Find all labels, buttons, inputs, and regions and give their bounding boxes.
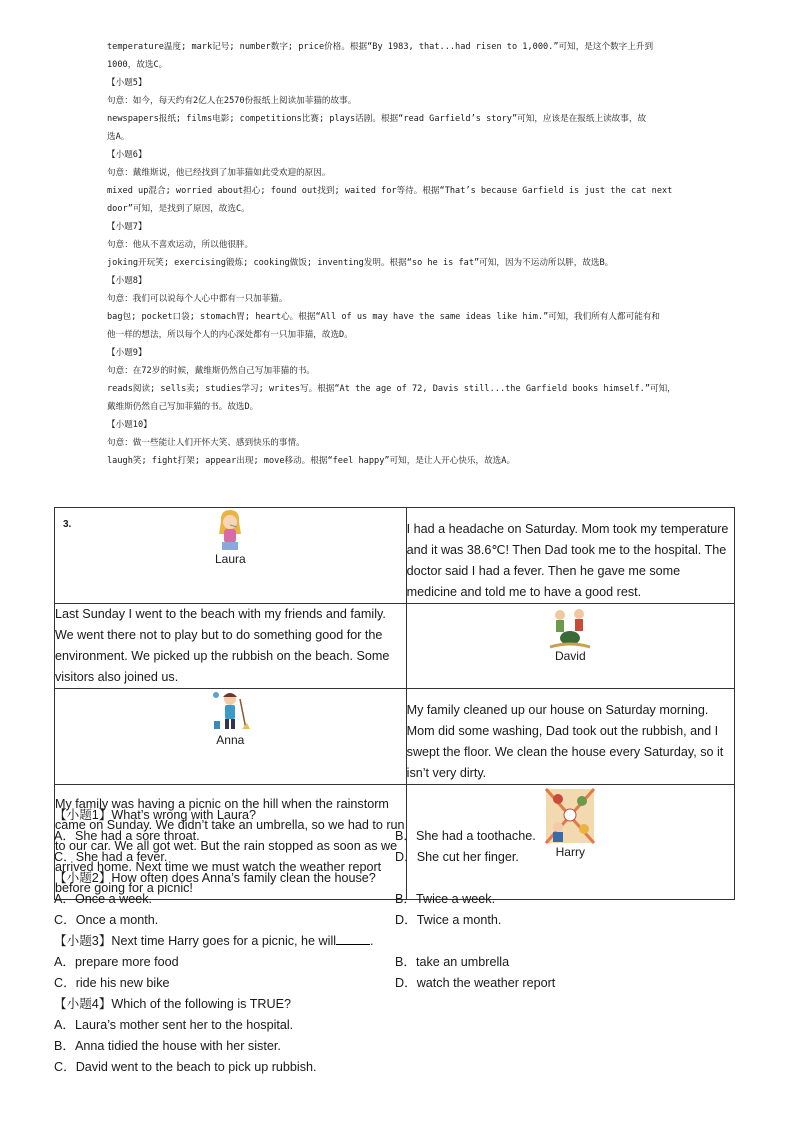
option-b[interactable]: B．take an umbrella [395,955,510,969]
option-a[interactable]: A．She had a sore throat. [54,829,200,843]
girl-sweeping-icon [210,689,250,733]
explanation-line: joking开玩笑; exercising锻炼; cooking做饭; inventing发明。根据“so he is fat”可知，因为不运动所以胖，故选B。 [107,258,614,268]
explanation-line: 【小题8】 [107,276,147,286]
question-stem: 【小题4】Which of the following is TRUE? [54,997,292,1011]
laura-text: I had a headache on Saturday. Mom took my temperature and it was 38.6℃! Then Dad took me to the hospital. The doctor said I had a fever. Then he gave me some medicine and told me to have a good rest. [406,508,734,604]
explanation-section [107,38,722,470]
option-row [54,847,744,868]
explanation-line: 【小题6】 [107,150,147,160]
explanation-line: mixed up混合; worried about担心; found out找到; waited for等待。根据“That’s because Garfield is just the cat next [107,186,673,196]
laura-name: Laura [214,552,246,566]
explanation-line: 句意：戴维斯说，他已经找到了加菲猫如此受欢迎的原因。 [107,168,331,178]
explanation-line: 【小题9】 [107,348,147,358]
anna-name: Anna [216,733,245,747]
option-row [54,910,744,931]
explanation-line: 戴维斯仍然自己写加菲猫的书。故选D。 [107,402,259,412]
option-a[interactable]: A．prepare more food [54,955,179,969]
explanation-line: 句意：他从不喜欢运动，所以他很胖。 [107,240,254,250]
explanation-line: 句意：我们可以说每个人心中都有一只加菲猫。 [107,294,288,304]
option-row [54,973,744,994]
question-stem: 【小题2】How often does Anna’s family clean the house? [54,871,376,885]
explanation-line: newspapers报纸; films电影; competitions比赛; plays话剧。根据“read Garfield’s story”可知，应该是在报纸上读故事，故 [107,114,647,124]
questions-section [54,805,744,1078]
option-c[interactable]: C．She had a fever. [54,850,168,864]
girl-sick-icon [213,508,247,552]
david-name: David [554,649,586,663]
option-d[interactable]: D．watch the weather report [395,976,556,990]
explanation-line: 1000，故选C。 [107,60,168,70]
david-cell [406,604,734,689]
answer-blank [336,932,370,945]
explanation-line: 【小题5】 [107,78,147,88]
explanation-line: 句意：如今，每天约有2亿人在2570份报纸上阅读加菲猫的故事。 [107,96,357,106]
explanation-line: bag包; pocket口袋; stomach胃; heart心。根据“All of us may have the same ideas like him.”可知，我们所有人都可能有和 [107,312,660,322]
explanation-line: laugh笑; fight打架; appear出现; move移动。根据“feel happy”可知，是让人开心快乐，故选A。 [107,456,516,466]
option-a[interactable]: A．Once a week. [54,892,152,906]
explanation-line: 他一样的想法，所以每个人的内心深处都有一只加菲猫，故选D。 [107,330,353,340]
explanation-line: 句意：在72岁的时候，戴维斯仍然自己写加菲猫的书。 [107,366,316,376]
question-stem: 【小题3】Next time Harry goes for a picnic, he will . [54,934,374,948]
anna-cell [55,689,407,785]
option-row [54,952,744,973]
option-b[interactable]: B．She had a toothache. [395,829,536,843]
explanation-line: temperature温度; mark记号; number数字; price价格。根据“By 1983, that...had risen to 1,000.”可知，是这个数字上升到 [107,42,654,52]
explanation-line: 【小题10】 [107,420,152,430]
passage-number: 3. [63,519,72,530]
anna-text: My family cleaned up our house on Saturday morning. Mom did some washing, Dad took out the rubbish, and I swept the floor. We clean the house every Saturday, so it isn’t very dirty. [406,689,734,785]
option-b[interactable]: B．Twice a week. [395,892,496,906]
beach-cleanup-icon [548,605,592,649]
option-c[interactable]: C．Once a month. [54,913,159,927]
harry-name: Harry [555,845,585,859]
option-d[interactable]: D．She cut her finger. [395,850,519,864]
option-row [54,889,744,910]
david-text: Last Sunday I went to the beach with my friends and family. We went there not to play but to do something good for the environment. We picked up the rubbish on the beach. Some visitors also joined us. [55,604,407,689]
option-c[interactable]: C．David went to the beach to pick up rubbish. [54,1060,317,1074]
explanation-line: 句意：做一些能让人们开怀大笑、感到快乐的事情。 [107,438,305,448]
option-row [54,1057,744,1078]
passage-row-anna [55,689,735,785]
explanation-line: 【小题7】 [107,222,147,232]
option-row [54,1036,744,1057]
explanation-line: reads阅读; sells卖; studies学习; writes写。根据“At the age of 72, Davis still...the Garfield books himself.”可知， [107,384,676,394]
laura-cell [55,508,407,604]
passage-row-laura [55,508,735,604]
option-d[interactable]: D．Twice a month. [395,913,502,927]
option-a[interactable]: A．Laura’s mother sent her to the hospital. [54,1018,294,1032]
explanation-line: door”可知，是找到了原因，故选C。 [107,204,250,214]
option-row [54,1015,744,1036]
option-row [54,826,744,847]
explanation-line: 选A。 [107,132,130,142]
option-b[interactable]: B．Anna tidied the house with her sister. [54,1039,281,1053]
option-c[interactable]: C．ride his new bike [54,976,170,990]
harry-text: My family was having a picnic on the hill when the rainstorm came on Sunday. We didn’t take an umbrella, so we had to run to our car. We all got wet. But the rain stopped as soon as we arrived home. Next time we must watch the weather report before going for a picnic! [55,785,407,900]
passage-row-david [55,604,735,689]
question-stem: 【小题1】What’s wrong with Laura? [54,808,257,822]
